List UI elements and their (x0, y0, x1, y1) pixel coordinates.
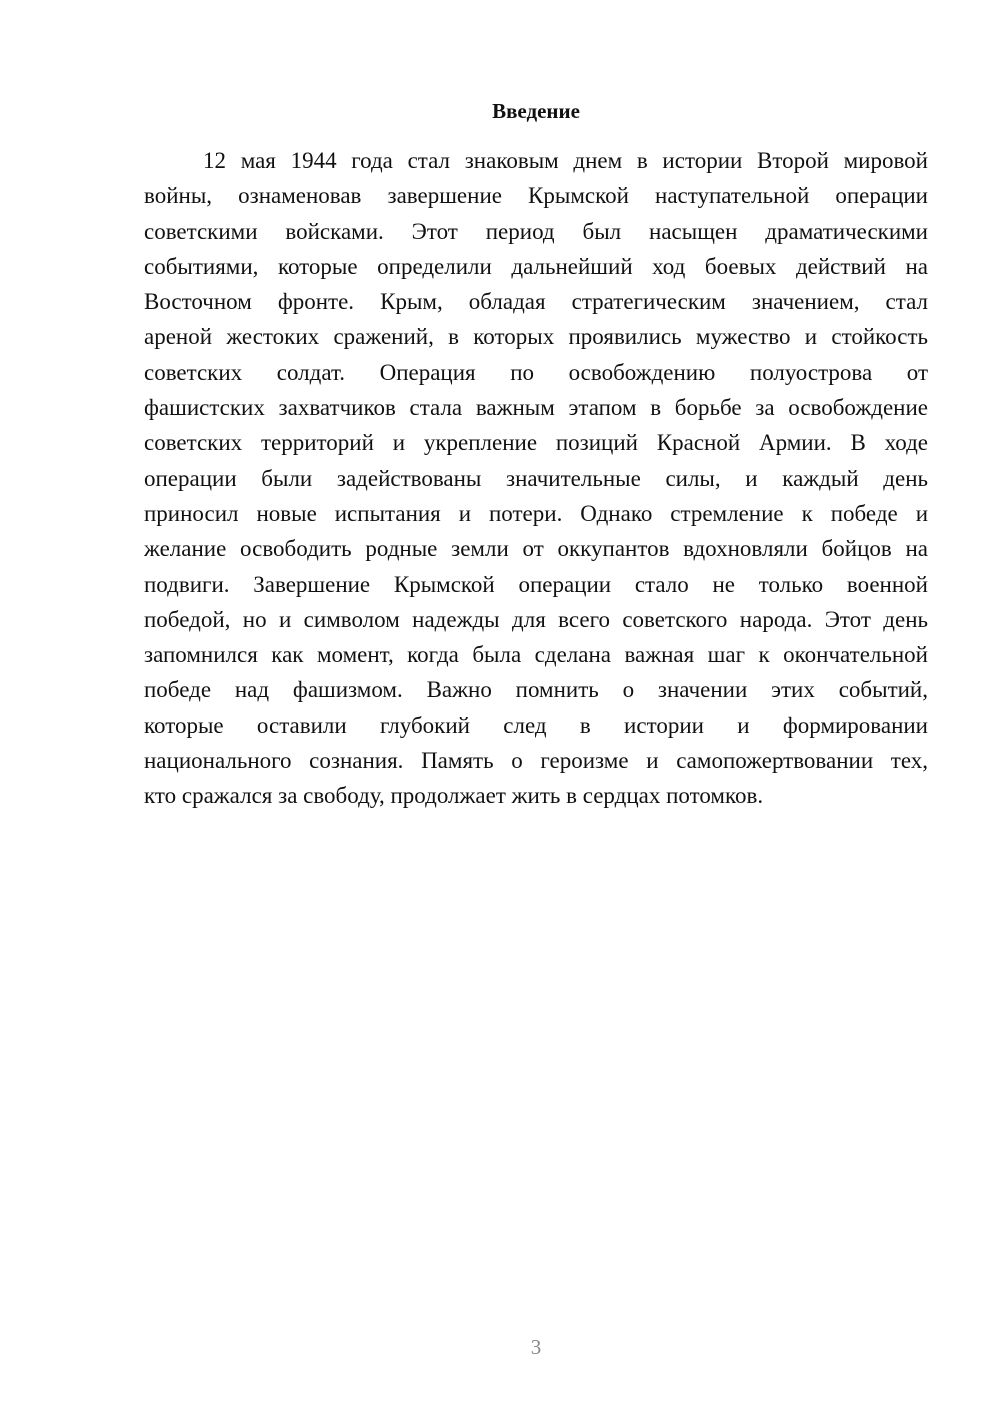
paragraph-line: запомнился как момент, когда была сделана важная шаг к окончательной (144, 642, 928, 668)
paragraph-line: подвиги. Завершение Крымской операции стало не только военной (144, 571, 928, 597)
paragraph-line: фашистских захватчиков стала важным этапом в борьбе за освобождение (144, 395, 928, 421)
paragraph-line: которые оставили глубокий след в истории и формировании (144, 712, 928, 738)
intro-paragraph (144, 143, 928, 814)
paragraph-line: операции были задействованы значительные силы, и каждый день (144, 465, 928, 491)
paragraph-line: кто сражался за свободу, продолжает жить в сердцах потомков. (144, 783, 764, 809)
paragraph-line: приносил новые испытания и потери. Однако стремление к победе и (144, 500, 928, 526)
page-number: 3 (530, 1335, 542, 1359)
paragraph-line: победе над фашизмом. Важно помнить о значении этих событий, (144, 677, 928, 703)
paragraph-line: советскими войсками. Этот период был насыщен драматическими (144, 218, 928, 244)
paragraph-line: национального сознания. Память о героизме и самопожертвовании тех, (144, 748, 928, 774)
paragraph-line: ареной жестоких сражений, в которых проявились мужество и стойкость (144, 324, 928, 350)
paragraph-line: победой, но и символом надежды для всего советского народа. Этот день (144, 606, 928, 632)
paragraph-line: войны, ознаменовав завершение Крымской наступательной операции (144, 183, 928, 209)
paragraph-line: советских солдат. Операция по освобождению полуострова от (144, 359, 928, 385)
paragraph-line: 12 мая 1944 года стал знаковым днем в истории Второй мировой (203, 148, 928, 173)
page-title: Введение (492, 99, 580, 123)
paragraph-line: Восточном фронте. Крым, обладая стратегическим значением, стал (144, 289, 928, 315)
paragraph-line: событиями, которые определили дальнейший ход боевых действий на (144, 253, 928, 279)
paragraph-line: советских территорий и укрепление позиций Красной Армии. В ходе (144, 430, 928, 456)
paragraph-line: желание освободить родные земли от оккупантов вдохновляли бойцов на (144, 536, 928, 562)
